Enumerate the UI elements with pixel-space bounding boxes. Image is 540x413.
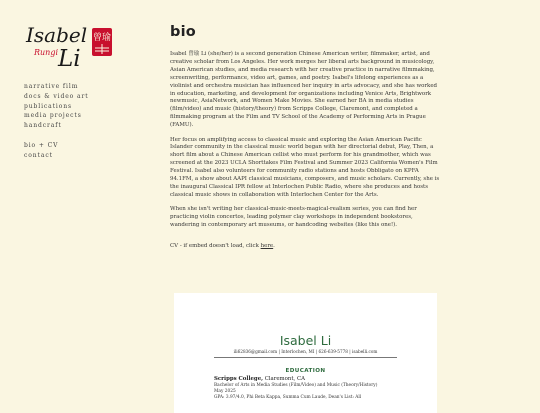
cv-section-education: EDUCATION (285, 368, 326, 374)
nav-item-media-projects[interactable]: media projects (24, 112, 82, 120)
bio-paragraph-3: When she isn't writing her classical-music-meets-magical-realism series, you can find her practicing violin concertos, leading polymer clay workshops in independent bookstores, wandering in contemporary art museums, or handcoding websites (like this one!). (170, 206, 417, 229)
cv-contact-line: ili62836@gmail.com | Interlochen, MI | 626-639-5778 | isabelli.com (233, 349, 378, 354)
cv-prompt-suffix: . (273, 243, 275, 250)
bio-paragraph-1: Isabel 曾瑜 Li (she/her) is a second generation Chinese American writer, filmmaker, artist, and creative scholar from Los Angeles. Her work merges her liberal arts background in musicology, Asian American studies, and media research with her creative practice in narrative filmmaking, screenwriting, performance, video art, games, and poetry. Isabel's lifelong experiences as a violinist and orchestra musician has influenced her inquiry in arts advocacy, and she has worked in education, marketing, and development for organizations including Venice Arts, Brightwork newmusic, AsiaNetwork, and Women Make Movies. She earned her BA in media studies (film/video) and music (history/theory) from Scripps College, Claremont, and completed a filmmaking program at the Film and TV School of the Academy of Performing Arts in Prague (FAMU). (170, 51, 438, 129)
cv-school (214, 376, 305, 382)
sidebar-nav-secondary (24, 141, 58, 161)
sidebar-nav (24, 82, 89, 131)
page-title: bio (170, 24, 196, 40)
site-logo[interactable] (24, 20, 120, 70)
nav-item-docs-video-art[interactable]: docs & video art (24, 92, 89, 100)
cv-link[interactable]: here (260, 243, 274, 250)
cv-date: May 2025 (214, 389, 236, 394)
nav-item-publications[interactable]: publications (24, 102, 73, 110)
nav-item-bio-cv[interactable]: bio + CV (24, 142, 59, 149)
cv-embed-frame[interactable] (174, 293, 437, 413)
cv-degree: Bachelor of Arts in Media Studies (Film/Video) and Music (Theory/History) (214, 383, 378, 388)
cv-school-name: Scripps College, (214, 376, 263, 382)
bio-paragraph-2: Her focus on amplifying access to classical music and exploring the Asian American Pacific Islander community in the classical music world began with her directorial debut, Play, Then, a short film about a Chinese American cellist who must perform for his grandmother, which was screened at the 2023 UCLA Shorttakes Film Festival and Summer 2023 California Women's Film Festival. Isabel also volunteers for community radio stations and hosts Obbligato on KPFA 94.1FM, a show about AAPI classical musicians, composers, and music scholars. Currently, she is the inaugural Classical IPR fellow at Interlochen Public Radio, where she produces and hosts classical music shows in collaboration with Interlochen Center for the Arts. (170, 136, 440, 198)
main-content (170, 24, 442, 257)
nav-item-narrative-film[interactable]: narrative film (24, 83, 79, 90)
cv-school-location: Claremont, CA (263, 376, 305, 382)
svg-text:Rungi: Rungi (34, 48, 59, 57)
cv-name: Isabel Li (279, 333, 332, 348)
svg-text:Li: Li (58, 46, 81, 70)
nav-item-contact[interactable]: contact (24, 151, 53, 159)
nav-item-handcraft[interactable]: handcraft (24, 122, 62, 130)
cv-prompt-text: CV - if embed doesn't load, click (170, 243, 261, 250)
logo-graphic (24, 20, 120, 70)
cv-divider (214, 357, 397, 358)
cv-gpa: GPA: 3.97/4.0, Phi Beta Kappa, Summa Cum Laude, Dean's List: All (214, 395, 362, 400)
svg-text:曾瑜: 曾瑜 (92, 33, 112, 43)
svg-text:Isabel: Isabel (26, 23, 88, 47)
cv-link-line (170, 243, 442, 251)
